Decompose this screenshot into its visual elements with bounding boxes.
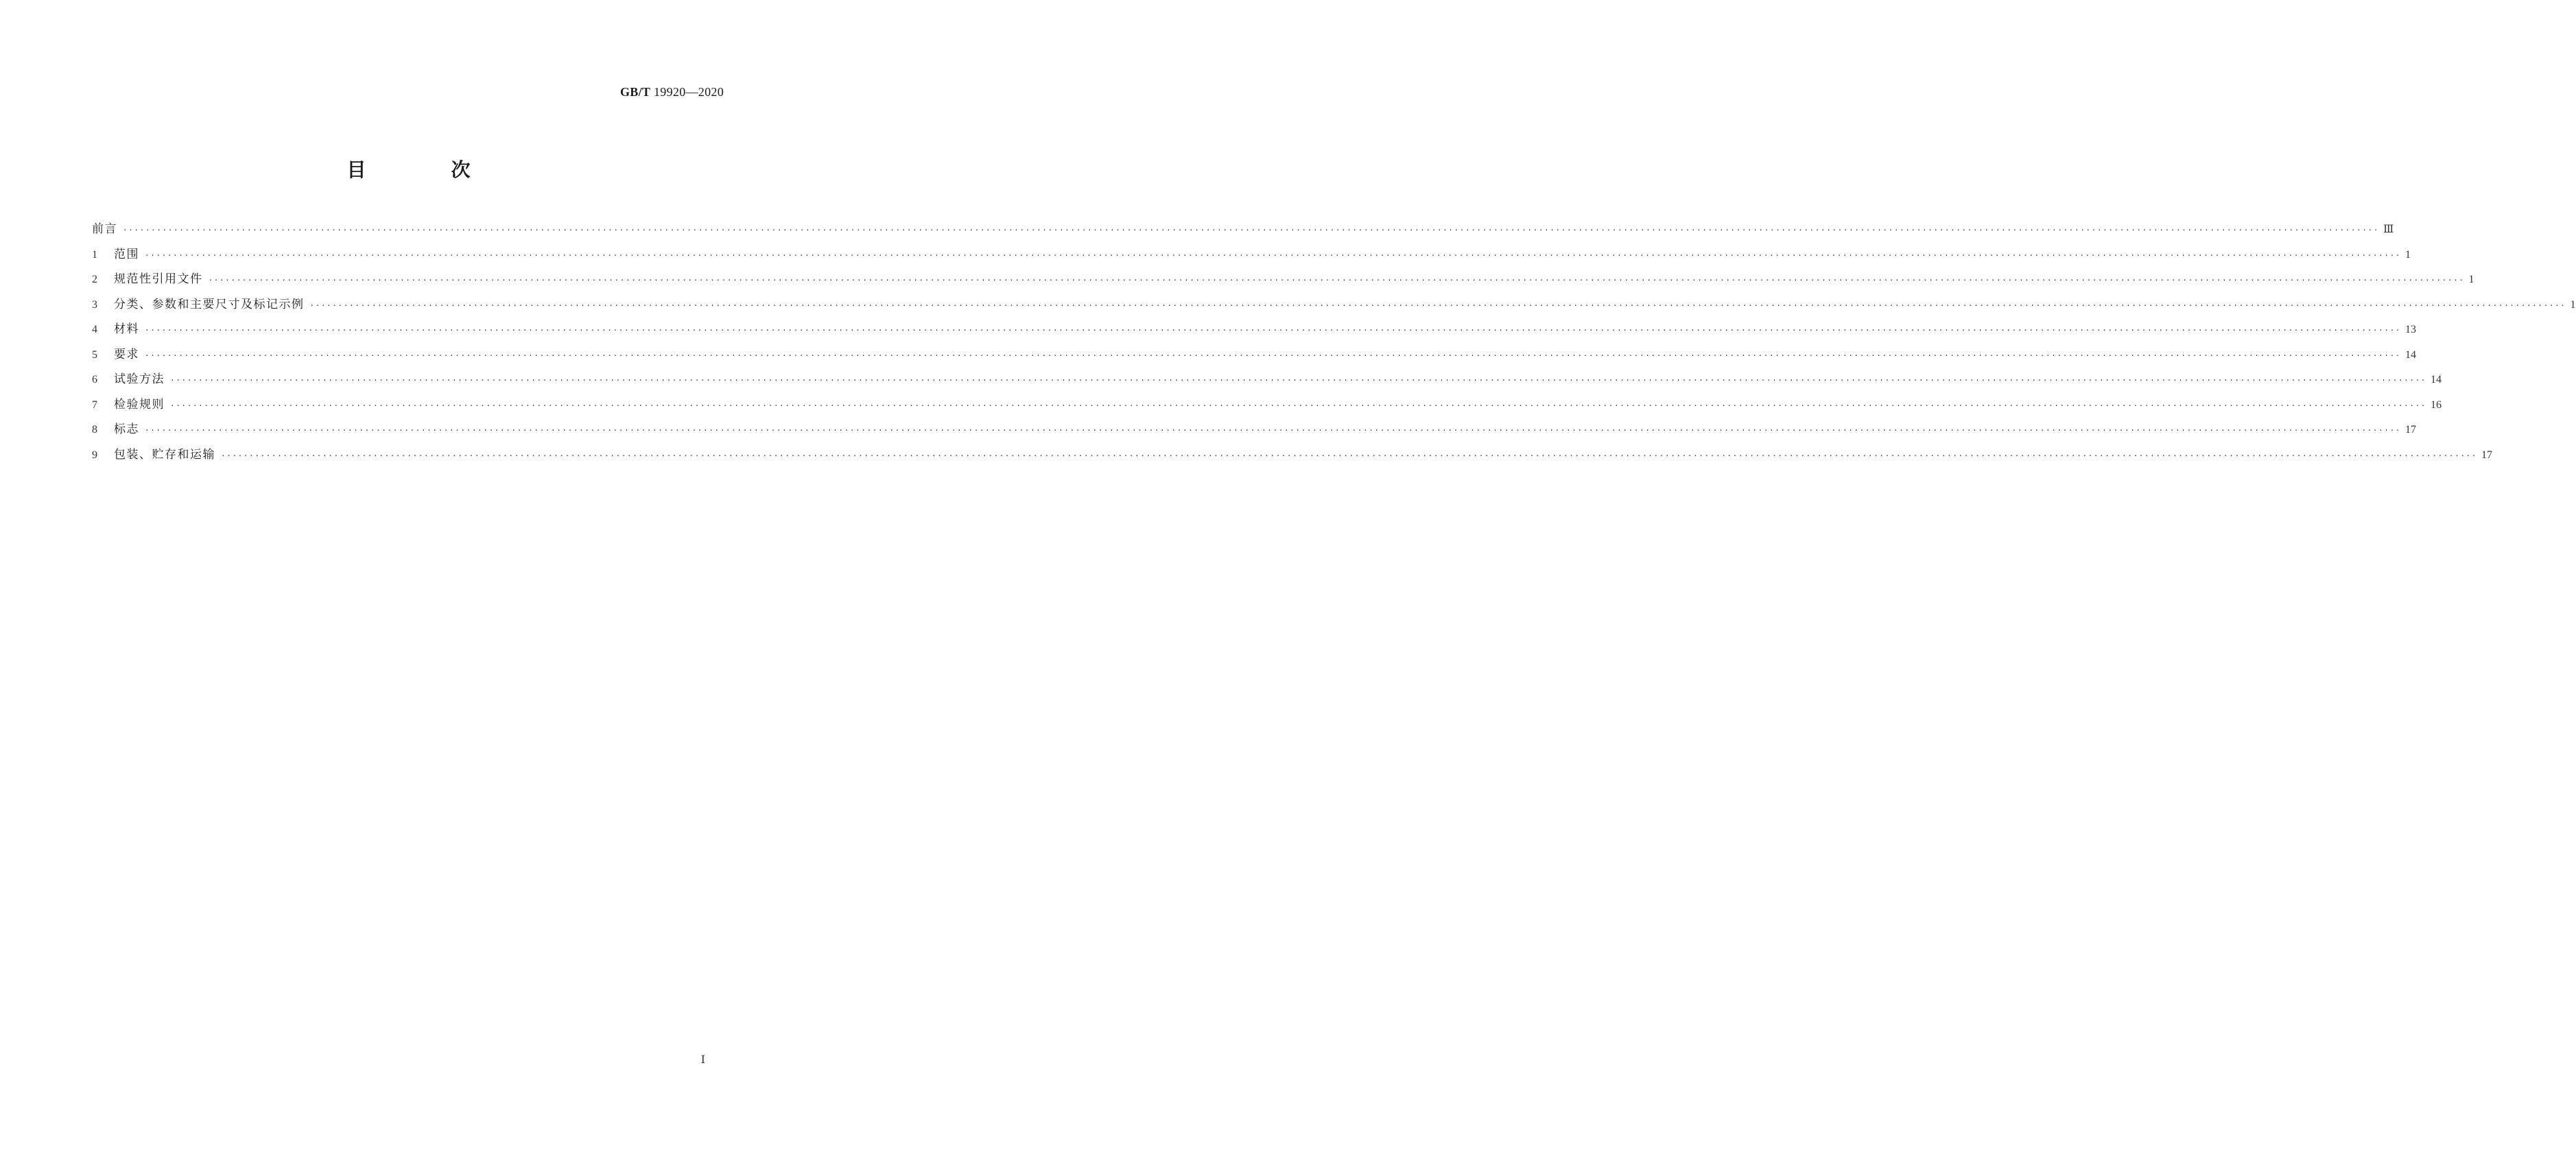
toc-entry-label: 前言 — [92, 222, 117, 236]
toc-entry-label: 包装、贮存和运输 — [114, 447, 215, 462]
toc-entry-label: 材料 — [114, 322, 139, 336]
toc-entry-inspection-rules[interactable] — [92, 397, 2442, 422]
toc-leader-dots: ················································································································································································································································································································································································································ — [221, 451, 2478, 460]
standard-number: 19920—2020 — [654, 85, 724, 99]
toc-entry-number: 7 — [92, 398, 97, 411]
toc-entry-label: 检验规则 — [114, 397, 165, 412]
toc-entry-number: 2 — [92, 274, 97, 285]
toc-entry-number: 3 — [92, 298, 97, 311]
toc-entry-classification[interactable] — [92, 297, 2576, 322]
toc-entry-materials[interactable] — [92, 322, 2417, 347]
toc-leader-dots: ················································································································································································································································································································································································································ — [145, 326, 2402, 335]
toc-entry-foreword[interactable] — [92, 222, 2394, 247]
toc-title: 目 次 — [346, 158, 504, 181]
toc-entry-page: Ⅲ — [2383, 224, 2394, 235]
toc-entry-label: 标志 — [114, 422, 139, 436]
toc-entry-number: 6 — [92, 374, 97, 385]
toc-leader-dots: ················································································································································································································································································································································································································ — [170, 401, 2427, 410]
toc-entry-packaging[interactable] — [92, 447, 2493, 473]
toc-entry-normative-references[interactable] — [92, 272, 2474, 297]
toc-entry-scope[interactable] — [92, 247, 2411, 272]
toc-entry-page: 14 — [2431, 374, 2442, 385]
toc-leader-dots: ················································································································································································································································································································································································································ — [145, 350, 2402, 360]
toc-entry-page: 1 — [2468, 274, 2474, 285]
toc-entry-number: 4 — [92, 324, 97, 335]
toc-entry-page: 17 — [2405, 424, 2417, 436]
toc-entry-test-methods[interactable] — [92, 372, 2442, 397]
toc-entry-page: 14 — [2405, 348, 2417, 361]
toc-entry-label: 范围 — [114, 247, 139, 261]
toc-leader-dots: ················································································································································································································································································································································································································ — [123, 226, 2380, 235]
toc-entry-number: 5 — [92, 348, 97, 361]
toc-entry-page: 16 — [2431, 398, 2442, 411]
toc-entry-label: 分类、参数和主要尺寸及标记示例 — [114, 297, 305, 311]
toc-leader-dots: ················································································································································································································································································································································································································ — [309, 300, 2566, 310]
standard-prefix: GB/T — [619, 85, 651, 99]
toc-leader-dots: ················································································································································································································································································································································································································ — [208, 276, 2465, 285]
toc-entry-number: 8 — [92, 424, 97, 436]
toc-entry-label: 规范性引用文件 — [114, 272, 203, 286]
toc-leader-dots: ················································································································································································································································································································································································································ — [145, 426, 2402, 435]
toc-leader-dots: ················································································································································································································································································································································································································ — [145, 250, 2402, 260]
toc-entry-page: 1 — [2570, 298, 2576, 311]
toc-entry-page: 17 — [2481, 449, 2493, 461]
page-number: Ⅰ — [700, 1054, 705, 1066]
toc-entry-label: 试验方法 — [114, 372, 165, 386]
toc-entry-marking[interactable] — [92, 422, 2417, 447]
toc-entry-number: 9 — [92, 449, 97, 461]
table-of-contents — [92, 222, 2576, 472]
standard-code — [620, 85, 724, 99]
toc-entry-label: 要求 — [114, 347, 139, 361]
toc-leader-dots: ················································································································································································································································································································································································································ — [170, 376, 2427, 385]
toc-entry-page: 13 — [2405, 324, 2417, 335]
toc-entry-page: 1 — [2405, 248, 2411, 261]
toc-entry-number: 1 — [92, 248, 97, 261]
toc-entry-requirements[interactable] — [92, 347, 2417, 372]
